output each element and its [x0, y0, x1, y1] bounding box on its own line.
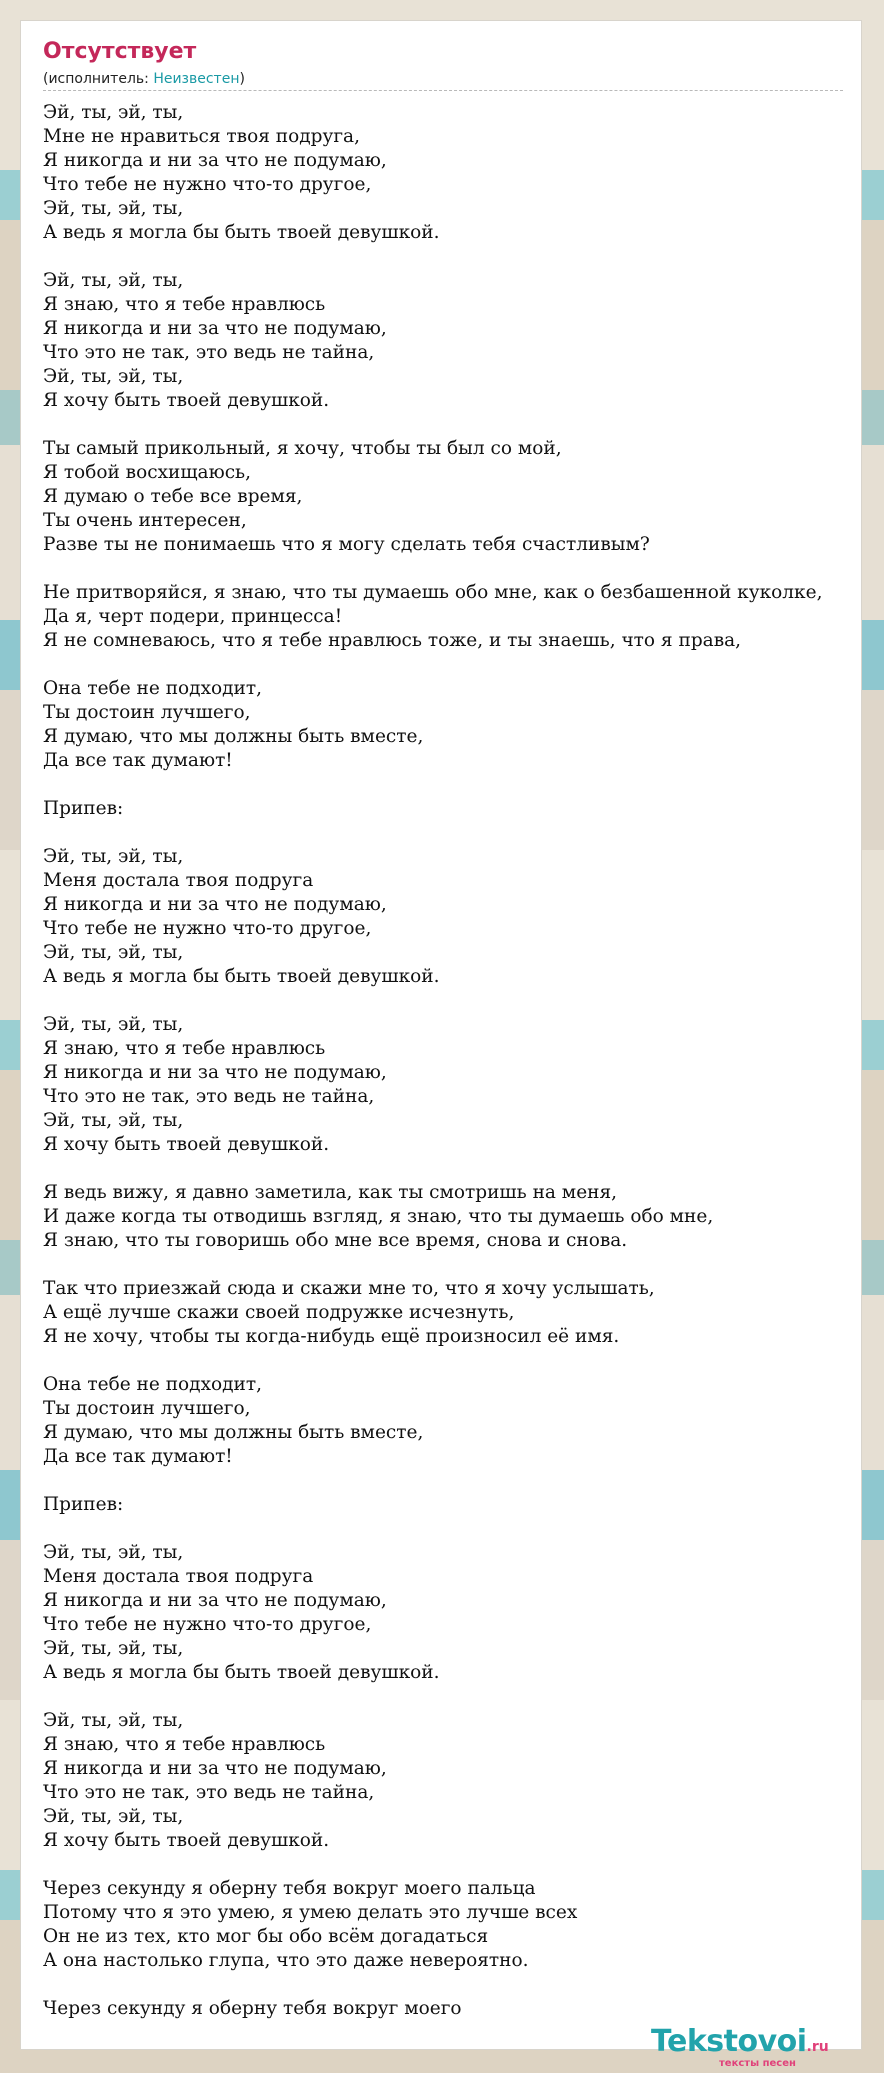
- lyrics-card: [20, 20, 862, 2069]
- artist-link[interactable]: Неизвестен: [153, 71, 240, 87]
- artist-suffix: ): [239, 71, 245, 87]
- artist-prefix: (исполнитель:: [43, 71, 154, 87]
- logo-tld: .ru: [806, 2039, 829, 2055]
- site-logo[interactable]: [651, 2024, 829, 2069]
- logo-wordmark: Tekstovoi: [651, 2024, 807, 2059]
- logo-subtitle: тексты песен: [719, 2058, 796, 2069]
- artist-line: [43, 71, 245, 87]
- song-title: Отсутствует: [43, 39, 197, 64]
- lyrics-text: Эй, ты, эй, ты, Мне не нравиться твоя подруга, Я никогда и ни за что не подумаю, Что тебе не нужно что-то другое, Эй, ты, эй, ты, А ведь я могла бы быть твоей девушкой. Эй, ты, эй, ты, Я знаю, что я тебе нравлюсь Я никогда и ни за что не подумаю, Что это не так, это ведь не тайна, Эй, ты, эй, ты, Я хочу быть твоей девушкой. Ты самый прикольный, я хочу, чтобы ты был со мой, Я тобой восхищаюсь, Я думаю о тебе все время, Ты очень интересен, Разве ты не понимаешь что я могу сделать тебя счастливым? Не притворяйся, я знаю, что ты думаешь обо мне, как о безбашенной куколке, Да я, черт подери, принцесса! Я не сомневаюсь, что я тебе нравлюсь тоже, и ты знаешь, что я права, Она тебе не подходит, Ты достоин лучшего, Я думаю, что мы должны быть вместе, Да все так думают! Припев: Эй, ты, эй, ты, Меня достала твоя подруга Я никогда и ни за что не подумаю, Что тебе не нужно что-то другое, Эй, ты, эй, ты, А ведь я могла бы быть твоей девушкой. Эй, ты, эй, ты, Я знаю, что я тебе нравлюсь Я никогда и ни за что не подумаю, Что это не так, это ведь не тайна, Эй, ты, эй, ты, Я хочу быть твоей девушкой. Я ведь вижу, я давно заметила, как ты смотришь на меня, И даже когда ты отводишь взгляд, я знаю, что ты думаешь обо мне, Я знаю, что ты говоришь обо мне все время, снова и снова. Так что приезжай сюда и скажи мне то, что я хочу услышать, А ещё лучше скажи своей подружке исчезнуть, Я не хочу, чтобы ты когда-нибудь ещё произносил её имя. Она тебе не подходит, Ты достоин лучшего, Я думаю, что мы должны быть вместе, Да все так думают! Припев: Эй, ты, эй, ты, Меня достала твоя подруга Я никогда и ни за что не подумаю, Что тебе не нужно что-то другое, Эй, ты, эй, ты, А ведь я могла бы быть твоей девушкой. Эй, ты, эй, ты, Я знаю, что я тебе нравлюсь Я никогда и ни за что не подумаю, Что это не так, это ведь не тайна, Эй, ты, эй, ты, Я хочу быть твоей девушкой. Через секунду я оберну тебя вокруг моего пальца Потому что я это умею, я умею делать это лучше всех Он не из тех, кто мог бы обо всём догадаться А она настолько глупа, что это даже невероятно. Через секунду я оберну тебя вокруг моего: [43, 102, 823, 2019]
- dashed-divider: [43, 90, 843, 91]
